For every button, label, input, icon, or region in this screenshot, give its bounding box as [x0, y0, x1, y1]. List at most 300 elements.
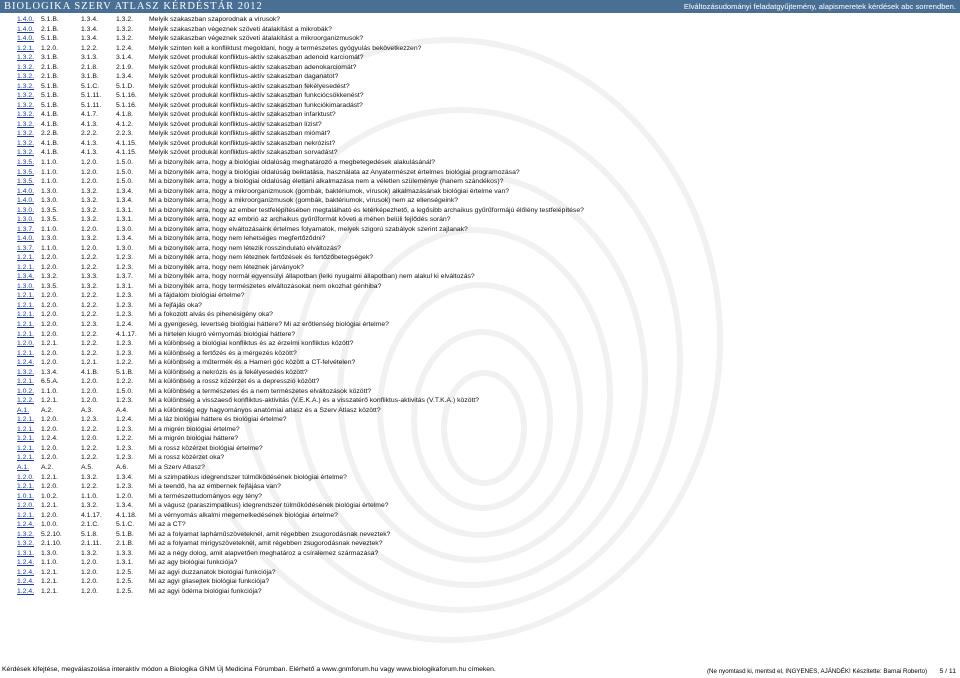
ref-3: 1.2.2. [81, 44, 99, 52]
section-link[interactable]: 1.3.5. [17, 168, 35, 176]
ref-2: 1.3.4. [41, 368, 59, 376]
list-item [0, 53, 960, 63]
ref-4: 1.3.4. [116, 73, 134, 81]
question-text: Mi a különbség a visszaeső konfliktus-aktivitás (V.E.K.A.) és a visszatérő konfliktus-aktivitás (V.T.K.A.) között? [149, 397, 480, 405]
list-item [0, 91, 960, 101]
ref-2: 1.2.1. [41, 397, 59, 405]
question-text: Mi a különbség a műtermék és a Hameri góc között a CT-felvételen? [149, 359, 356, 367]
section-link[interactable]: 1.2.1. [17, 425, 35, 433]
section-link[interactable]: 1.3.5. [17, 158, 35, 166]
ref-3: 4.1.3. [81, 139, 99, 147]
list-item [0, 453, 960, 463]
ref-4: 5.1.D. [116, 82, 135, 90]
ref-4: 5.1.16. [116, 101, 137, 109]
ref-2: 4.1.B. [41, 120, 59, 128]
question-text: Mi a bizonyíték arra, hogy elváltozásaink értelmes folyamatok, melyek szigorú szabályok szerint zajlanak? [149, 225, 468, 233]
question-text: Mi a bizonyíték arra, hogy az ember testfelépítésében megtalálható és letérképezhető, a legősibb archaikus gyűrűformájú élőlény testfelépítése? [149, 206, 584, 214]
question-text: Melyik szövet produkál konfliktus-aktív szakaszban daganatot? [149, 73, 339, 81]
ref-3: 1.2.0. [81, 168, 99, 176]
ref-2: 5.1.B. [41, 92, 59, 100]
ref-3: 1.2.2. [81, 254, 99, 262]
ref-2: 4.1.B. [41, 111, 59, 119]
ref-3: 1.2.2. [81, 330, 99, 338]
ref-3: 1.2.2. [81, 483, 99, 491]
section-link[interactable]: 1.3.4. [17, 273, 35, 281]
ref-2: 5.1.B. [41, 16, 59, 23]
ref-3: 1.2.0. [81, 587, 99, 595]
ref-3: 4.1.B. [81, 368, 99, 376]
ref-4: 1.2.5. [116, 578, 134, 586]
ref-3: 1.3.2. [81, 216, 99, 224]
list-item [0, 425, 960, 435]
list-item [0, 377, 960, 387]
ref-2: 1.2.0. [41, 321, 59, 328]
ref-2: 5.2.10. [41, 530, 62, 538]
section-link[interactable]: 1.4.0. [17, 25, 35, 33]
ref-2: 1.2.0. [41, 330, 59, 338]
ref-2: 1.1.0. [41, 158, 59, 166]
list-item [0, 349, 960, 359]
ref-3: 1.2.0. [81, 158, 99, 166]
section-link[interactable]: 1.2.1. [17, 301, 35, 309]
question-text: Mi a Szerv Atlasz? [149, 463, 205, 471]
section-link[interactable]: 1.2.1. [17, 435, 35, 443]
section-link[interactable]: 1.2.0. [17, 473, 35, 481]
section-link[interactable]: 1.3.5. [17, 178, 35, 186]
header-subtitle: Elváltozásudományi feladatgyűjtemény, alapismeretek kérdések abc sorrendben. [683, 2, 956, 11]
section-link[interactable]: 1.2.4. [17, 521, 35, 529]
list-item [0, 511, 960, 521]
section-link[interactable]: 1.2.4. [17, 559, 35, 567]
ref-2: 6.5.A. [41, 378, 59, 386]
section-link[interactable]: 1.3.7. [17, 244, 35, 252]
ref-2: 2.2.B. [41, 130, 59, 138]
ref-4: 1.3.1. [116, 216, 134, 224]
section-link[interactable]: 1.3.2. [17, 540, 35, 548]
ref-3: 5.1.11. [81, 101, 102, 109]
ref-2: 1.1.0. [41, 559, 59, 567]
ref-4: 1.2.3. [116, 397, 134, 405]
section-link[interactable]: A.1. [17, 406, 30, 414]
section-link[interactable]: 1.2.1. [17, 44, 35, 52]
question-text: Mi a hirtelen kiugró vérnyomás biológiai háttere? [149, 330, 296, 338]
section-link[interactable]: 1.0.1. [17, 492, 35, 500]
ref-3: 5.1.11. [81, 92, 102, 100]
header-title: BIOLOGIKA SZERV ATLASZ KÉRDÉSTÁR 2012 [4, 1, 263, 12]
question-text: Mi az a folyamat mirigyszöveteknél, amit régebben zsugorodásnak neveztek? [149, 540, 383, 548]
ref-4: 1.2.3. [116, 425, 134, 433]
question-text: Melyik szövet produkál konfliktus-aktív szakaszban miómát? [149, 130, 331, 138]
list-item [0, 549, 960, 559]
ref-2: 1.0.2. [41, 492, 59, 500]
ref-4: 4.1.15. [116, 149, 137, 157]
section-link[interactable]: 1.4.0. [17, 35, 35, 43]
list-item [0, 272, 960, 282]
question-text: Mi a teendő, ha az embernek fejfájása van? [149, 483, 281, 491]
ref-4: 4.1.18. [116, 511, 137, 519]
list-item [0, 158, 960, 168]
ref-2: 1.2.0. [41, 444, 59, 452]
ref-2: 1.3.0. [41, 187, 59, 195]
ref-2: 1.3.2. [41, 273, 59, 281]
section-link[interactable]: 1.3.2. [17, 63, 35, 71]
ref-4: 1.2.4. [116, 416, 134, 424]
list-item [0, 139, 960, 149]
list-item [0, 253, 960, 263]
ref-4: 2.1.B. [116, 540, 134, 548]
ref-4: 1.2.3. [116, 254, 134, 262]
question-text: Melyik szövet produkál konfliktus-aktív szakaszban funkciócsökkenést? [149, 92, 364, 100]
ref-3: 1.2.0. [81, 387, 99, 395]
ref-2: 1.2.1. [41, 578, 59, 586]
section-link[interactable]: 1.2.1. [17, 311, 35, 319]
section-link[interactable]: 1.2.1. [17, 454, 35, 462]
list-item [0, 520, 960, 530]
ref-3: 1.3.2. [81, 473, 99, 481]
ref-2: 1.1.0. [41, 225, 59, 233]
question-text: Mi a vágusz (paraszimpatikus) idegrendszer túlműködésének biológiai értelme? [149, 502, 389, 510]
section-link[interactable]: 1.3.2. [17, 120, 35, 128]
question-text: Mi a természettudományos egy tény? [149, 492, 262, 500]
ref-3: 1.2.1. [81, 359, 99, 367]
ref-2: 1.2.0. [41, 254, 59, 262]
section-link[interactable]: 1.2.1. [17, 416, 35, 424]
section-link[interactable]: 1.2.1. [17, 444, 35, 452]
ref-3: 1.3.2. [81, 282, 99, 290]
ref-3: 1.2.2. [81, 263, 99, 271]
question-text: Mi az agyi gliasejtek biológiai funkciója? [149, 578, 270, 586]
list-item [0, 244, 960, 254]
ref-3: 1.3.4. [81, 16, 99, 23]
ref-3: 4.1.3. [81, 120, 99, 128]
ref-3: 3.1.3. [81, 54, 99, 62]
ref-3: 1.2.0. [81, 178, 99, 186]
list-item [0, 444, 960, 454]
ref-4: A.6. [116, 463, 129, 471]
ref-4: 1.5.0. [116, 178, 134, 186]
question-text: Mi a bizonyíték arra, hogy nem lehetséges megfertőződni? [149, 235, 326, 243]
list-item [0, 501, 960, 511]
ref-2: 1.3.0. [41, 549, 59, 557]
ref-2: 2.1.B. [41, 73, 59, 81]
question-text: Mi a bizonyíték arra, hogy nem léteznek fertőzések és fertőzőbetegségek? [149, 254, 374, 262]
question-text: Mi a láz biológiai háttere és biológiai értelme? [149, 416, 287, 424]
question-text: Melyik szövet produkál konfliktus-aktív szakaszban fekélyesedést? [149, 82, 350, 90]
question-text: Mi a fejfájás oka? [149, 301, 202, 309]
ref-3: 4.1.3. [81, 149, 99, 157]
section-link[interactable]: 1.2.1. [17, 321, 35, 328]
question-text: Mi az agyi duzzanatok biológiai funkciója? [149, 568, 276, 576]
ref-2: 1.2.0. [41, 454, 59, 462]
section-link[interactable]: 1.2.4. [17, 359, 35, 367]
section-link[interactable]: 1.3.2. [17, 101, 35, 109]
ref-3: 1.2.0. [81, 568, 99, 576]
ref-4: 1.3.4. [116, 235, 134, 243]
question-text: Melyik szövet produkál konfliktus-aktív szakaszban adenokarciomát? [149, 63, 357, 71]
list-item [0, 25, 960, 35]
ref-2: 1.2.0. [41, 44, 59, 52]
ref-4: 5.1.C. [116, 521, 135, 529]
question-text: Mi a különbség a biológiai konfliktus és az érzelmi konfliktus között? [149, 340, 354, 348]
list-item [0, 358, 960, 368]
ref-4: 1.2.3. [116, 292, 134, 300]
section-link[interactable]: 1.2.1. [17, 378, 35, 386]
ref-2: 1.1.0. [41, 387, 59, 395]
ref-3: 1.3.4. [81, 35, 99, 43]
section-link[interactable]: 1.3.7. [17, 225, 35, 233]
section-link[interactable]: 1.2.0. [17, 340, 35, 348]
section-link[interactable]: 1.2.1. [17, 330, 35, 338]
list-item [0, 234, 960, 244]
ref-3: 1.2.0. [81, 397, 99, 405]
ref-2: 2.1.B. [41, 63, 59, 71]
ref-2: 1.1.0. [41, 178, 59, 186]
list-item [0, 263, 960, 273]
ref-3: 1.2.0. [81, 578, 99, 586]
ref-4: 1.2.0. [116, 492, 134, 500]
ref-4: 4.1.15. [116, 139, 137, 147]
section-link[interactable]: 1.4.0. [17, 16, 35, 23]
list-item [0, 320, 960, 330]
list-item [0, 482, 960, 492]
list-item [0, 530, 960, 540]
ref-4: 1.2.2. [116, 435, 134, 443]
ref-2: 1.2.0. [41, 425, 59, 433]
ref-4: 1.3.4. [116, 197, 134, 205]
section-link[interactable]: 1.3.2. [17, 530, 35, 538]
ref-3: 1.3.2. [81, 502, 99, 510]
list-item [0, 206, 960, 216]
section-link[interactable]: 1.2.1. [17, 254, 35, 262]
section-link[interactable]: 1.3.2. [17, 130, 35, 138]
question-text: Mi a különbség egy hagyományos anatómiai atlasz és a Szerv Atlasz között? [149, 406, 381, 414]
question-text: Melyik szinten kell a konfliktust megoldani, hogy a természetes gyógyulás bekövetkezzen? [149, 44, 422, 52]
list-item [0, 44, 960, 54]
ref-3: 4.1.7. [81, 111, 99, 119]
list-item [0, 291, 960, 301]
question-text: Mi a különbség a fertőzés és a mérgezés között? [149, 349, 297, 357]
list-item [0, 301, 960, 311]
section-link[interactable]: 1.2.1. [17, 483, 35, 491]
list-item [0, 434, 960, 444]
ref-4: 4.1.2. [116, 120, 134, 128]
ref-3: 1.3.2. [81, 206, 99, 214]
section-link[interactable]: 1.3.0. [17, 206, 35, 214]
section-link[interactable]: 1.2.4. [17, 578, 35, 586]
ref-3: 1.2.2. [81, 454, 99, 462]
list-item [0, 215, 960, 225]
section-link[interactable]: 1.3.0. [17, 282, 35, 290]
ref-3: 1.2.2. [81, 292, 99, 300]
list-item [0, 492, 960, 502]
ref-2: 2.1.10. [41, 540, 62, 548]
ref-4: 1.3.7. [116, 273, 134, 281]
ref-2: 1.2.0. [41, 349, 59, 357]
ref-3: 1.2.2. [81, 349, 99, 357]
section-link[interactable]: 1.3.2. [17, 149, 35, 157]
ref-4: 1.2.2. [116, 378, 134, 386]
question-text: Mi a bizonyíték arra, hogy a biológiai oldalúság beiktatása, használata az Anyatermészet értelmes biológiai programozása? [149, 168, 520, 176]
question-text: Mi a bizonyíték arra, hogy a biológiai oldalúság meghatározó a megbetegedések alakulásánál? [149, 158, 436, 166]
section-link[interactable]: 1.0.2. [17, 387, 35, 395]
list-item [0, 225, 960, 235]
ref-4: 1.3.0. [116, 225, 134, 233]
ref-3: 1.3.2. [81, 549, 99, 557]
list-item [0, 463, 960, 473]
ref-3: 1.2.0. [81, 559, 99, 567]
question-text: Mi a bizonyíték arra, hogy a mikroorganizmusok (gombák, baktériumok, vírusok) nem az ellenségeink? [149, 197, 459, 205]
list-item [0, 148, 960, 158]
section-link[interactable]: 1.3.2. [17, 73, 35, 81]
question-text: Mi a migrén biológiai értelme? [149, 425, 240, 433]
ref-4: 5.1.B. [116, 530, 134, 538]
ref-4: 2.1.9. [116, 63, 134, 71]
section-link[interactable]: 1.4.0. [17, 197, 35, 205]
ref-2: 1.2.1. [41, 502, 59, 510]
list-item [0, 558, 960, 568]
ref-2: 3.1.B. [41, 54, 59, 62]
section-link[interactable]: 1.2.1. [17, 292, 35, 300]
ref-3: 1.3.2. [81, 197, 99, 205]
question-text: Mi a bizonyíték arra, hogy természetes elváltozásokat nem okozhat génhiba? [149, 282, 382, 290]
section-link[interactable]: 1.2.1. [17, 263, 35, 271]
list-item [0, 396, 960, 406]
list-item [0, 330, 960, 340]
section-link[interactable]: 1.3.0. [17, 216, 35, 224]
ref-4: 1.5.0. [116, 387, 134, 395]
ref-4: 4.1.8. [116, 111, 134, 119]
list-item [0, 120, 960, 130]
question-text: Mi a bizonyíték arra, hogy nem léteznek járványok? [149, 263, 304, 271]
ref-4: 1.3.1. [116, 559, 134, 567]
ref-4: 1.2.3. [116, 349, 134, 357]
ref-3: 1.2.0. [81, 225, 99, 233]
ref-2: 1.2.0. [41, 311, 59, 319]
ref-3: 1.2.2. [81, 311, 99, 319]
page-number: 5 / 11 [939, 668, 956, 675]
ref-3: 3.1.B. [81, 73, 99, 81]
ref-2: 1.2.0. [41, 416, 59, 424]
question-text: Mi a fájdalom biológiai értelme? [149, 292, 245, 300]
section-link[interactable]: 1.2.4. [17, 568, 35, 576]
list-item [0, 82, 960, 92]
question-text: Mi az agyi ödéma biológiai funkciója? [149, 587, 262, 595]
question-list [0, 15, 960, 596]
footer-note: (Ne nyomtasd ki, mentsd el, INGYENES, AJÁNDÉK! Készítette: Barnai Roberto) [707, 668, 928, 675]
section-link[interactable]: 1.3.2. [17, 82, 35, 90]
ref-3: 4.1.17. [81, 511, 102, 519]
section-link[interactable]: 1.3.2. [17, 92, 35, 100]
ref-2: 5.1.B. [41, 82, 59, 90]
ref-4: 1.3.1. [116, 282, 134, 290]
ref-3: 1.2.3. [81, 416, 99, 424]
list-item [0, 387, 960, 397]
ref-2: 1.1.0. [41, 244, 59, 252]
ref-2: 1.2.0. [41, 483, 59, 491]
section-link[interactable]: 1.3.2. [17, 139, 35, 147]
ref-2: 4.1.B. [41, 139, 59, 147]
question-text: Melyik szövet produkál konfliktus-aktív szakaszban lízist? [149, 120, 322, 128]
ref-3: 1.2.3. [81, 321, 99, 328]
ref-2: A.2. [41, 463, 54, 471]
ref-3: 2.1.C. [81, 521, 100, 529]
section-link[interactable]: 1.3.2. [17, 368, 35, 376]
section-link[interactable]: 1.3.2. [17, 111, 35, 119]
page-footer [0, 666, 960, 677]
ref-2: 1.2.0. [41, 292, 59, 300]
ref-2: 1.2.4. [41, 435, 59, 443]
ref-4: 4.1.17. [116, 330, 137, 338]
ref-3: 1.2.2. [81, 444, 99, 452]
ref-3: 1.2.2. [81, 340, 99, 348]
ref-4: 2.2.3. [116, 130, 134, 138]
list-item [0, 415, 960, 425]
question-text: Melyik szövet produkál konfliktus-aktív szakaszban funkciókimaradást? [149, 101, 363, 109]
list-item [0, 568, 960, 578]
question-text: Mi az a CT? [149, 521, 186, 529]
ref-4: 3.1.4. [116, 54, 134, 62]
ref-2: 1.0.0. [41, 521, 59, 529]
list-item [0, 168, 960, 178]
section-link[interactable]: 1.2.2. [17, 397, 35, 405]
ref-3: 1.2.2. [81, 425, 99, 433]
question-text: Melyik szövet produkál konfliktus-aktív szakaszban infarktust? [149, 111, 336, 119]
section-link[interactable]: 1.3.2. [17, 54, 35, 62]
question-text: Mi a rossz közérzet oka? [149, 454, 225, 462]
ref-2: 1.2.1. [41, 340, 59, 348]
ref-4: 1.5.0. [116, 158, 134, 166]
question-text: Mi az a négy dolog, amit alapvetően meghatároz a csíralemez származása? [149, 549, 379, 557]
ref-2: 1.3.5. [41, 216, 59, 224]
list-item [0, 34, 960, 44]
ref-2: 5.1.B. [41, 101, 59, 109]
ref-3: 5.1.8. [81, 530, 99, 538]
list-item [0, 15, 960, 25]
section-link[interactable]: 1.4.0. [17, 187, 35, 195]
question-text: Mi a gyengeség, levertség biológiai háttere? Mi az erőtlenség biológiai értelme? [149, 321, 389, 328]
ref-4: 1.3.2. [116, 35, 134, 43]
ref-4: 5.1.16. [116, 92, 137, 100]
section-link[interactable]: 1.4.0. [17, 235, 35, 243]
question-text: Mi a bizonyíték arra, hogy nem létezik rosszindulatú elváltozás? [149, 244, 341, 252]
ref-4: 1.2.3. [116, 263, 134, 271]
list-item [0, 110, 960, 120]
ref-3: A.3. [81, 406, 94, 414]
ref-3: 1.2.0. [81, 244, 99, 252]
ref-4: 1.2.4. [116, 44, 134, 52]
question-text: Melyik szakaszban végeznek szöveti átalakítást a mikroorganizmusok? [149, 35, 364, 43]
question-text: Mi a bizonyíték arra, hogy normál egyensúlyi állapotban (lelki nyugalmi állapotban) nem alakul ki elváltozás? [149, 273, 475, 281]
section-link[interactable]: 1.3.1. [17, 549, 35, 557]
question-text: Mi a különbség a nekrózis és a fekélyesedés között? [149, 368, 308, 376]
ref-2: 1.3.5. [41, 206, 59, 214]
list-item [0, 282, 960, 292]
section-link[interactable]: 1.2.1. [17, 511, 35, 519]
question-text: Mi az a folyamat lapháműszöveteknél, amit régebben zsugorodásnak neveztek? [149, 530, 391, 538]
ref-2: 2.1.B. [41, 25, 59, 33]
section-link[interactable]: A.1. [17, 463, 30, 471]
question-text: Mi a rossz közérzet biológiai értelme? [149, 444, 263, 452]
question-text: Mi a különbség a rossz közérzet és a depresszió között? [149, 378, 320, 386]
section-link[interactable]: 1.2.4. [17, 587, 35, 595]
list-item [0, 101, 960, 111]
question-text: Mi a bizonyíték arra, hogy az embrió az archaikus gyűrűformát követi a méhen belüli fejlődés során? [149, 216, 451, 224]
ref-4: 1.3.4. [116, 187, 134, 195]
section-link[interactable]: 1.2.0. [17, 502, 35, 510]
ref-4: 1.2.3. [116, 483, 134, 491]
ref-3: 1.3.4. [81, 25, 99, 33]
section-link[interactable]: 1.2.1. [17, 349, 35, 357]
